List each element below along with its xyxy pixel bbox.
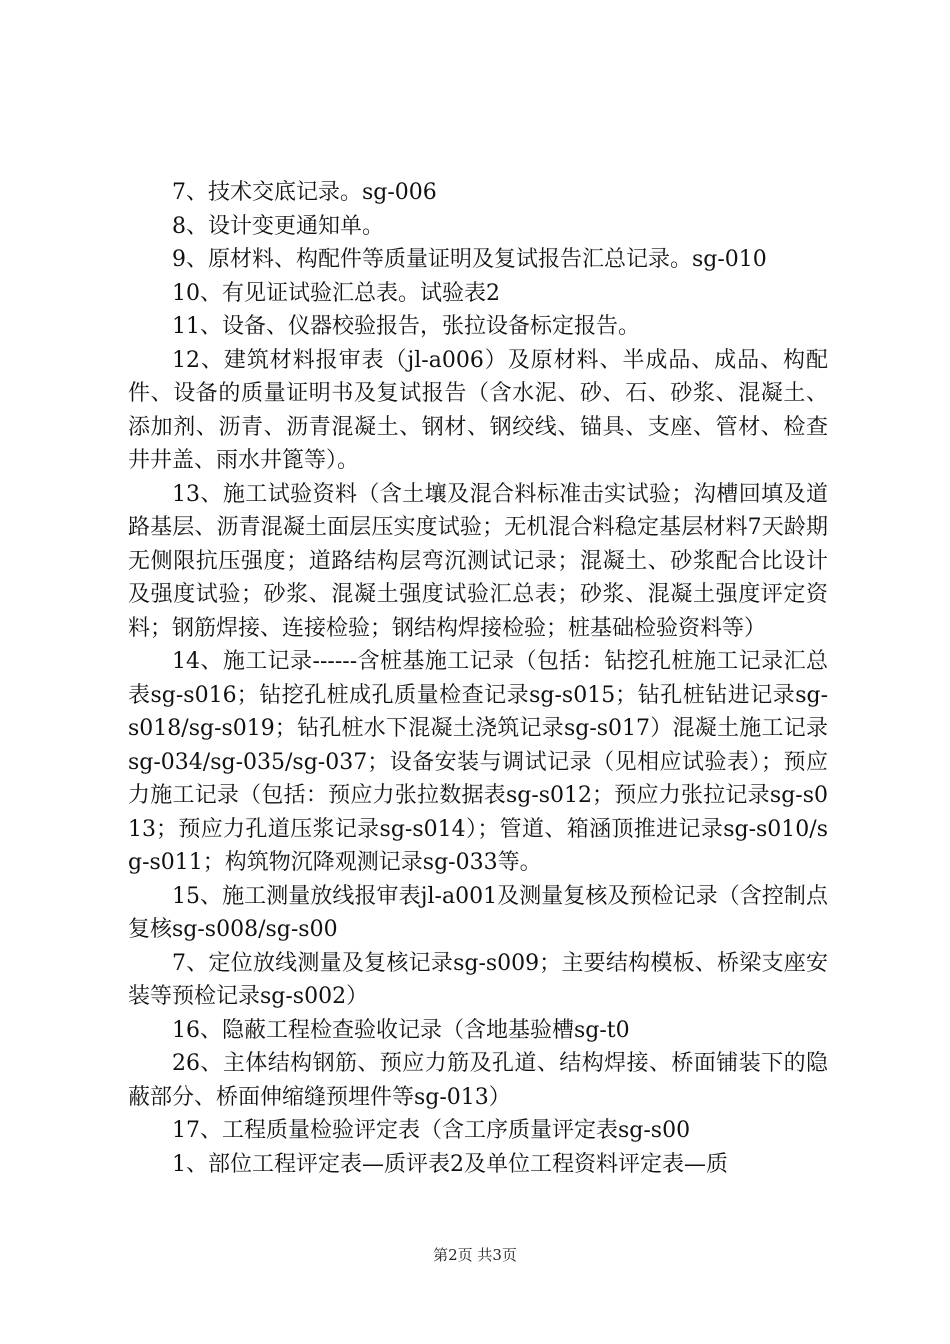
paragraph-17-continued: 1、部位工程评定表—质评表2及单位工程资料评定表—质 [172, 1151, 728, 1177]
page-number-footer: 第2页 共3页 [433, 1246, 517, 1264]
paragraph-16-continued: 26、主体结构钢筋、预应力筋及孔道、结构焊接、桥面铺装下的隐蔽部分、桥面伸缩缝预埋件等sg-013） [128, 1051, 828, 1110]
paragraph-16: 16、隐蔽工程检查验收记录（含地基验槽sg-t0 [172, 1017, 630, 1043]
paragraph-15: 15、施工测量放线报审表jl-a001及测量复核及预检记录（含控制点复核sg-s008/sg-s00 [128, 883, 828, 942]
paragraph-15-continued: 7、定位放线测量及复核记录sg-s009；主要结构模板、桥梁支座安装等预检记录sg-s002） [128, 950, 828, 1009]
paragraph-9: 9、原材料、构配件等质量证明及复试报告汇总记录。sg-010 [172, 247, 767, 272]
paragraph-8: 8、设计变更通知单。 [172, 213, 384, 239]
paragraph-11: 11、设备、仪器校验报告，张拉设备标定报告。 [172, 314, 640, 339]
paragraph-14: 14、施工记录------含桩基施工记录（包括：钻挖孔桩施工记录汇总表sg-s016；钻挖孔桩成孔质量检查记录sg-s015；钻孔桩钻进记录sg-s018/sg-s019；钻孔桩水下混凝土浇筑记录sg-s017）混凝土施工记录sg-034/sg-035/sg-037；设备安装与调试记录（见相应试验表）；预应力施工记录（包括：预应力张拉数据表sg-s012；预应力张拉记录sg-s013；预应力孔道压浆记录sg-s014）；管道、箱涵顶推进记录sg-s010/sg-s011；构筑物沉降观测记录sg-033等。 [128, 649, 828, 875]
paragraph-17: 17、工程质量检验评定表（含工序质量评定表sg-s00 [172, 1118, 691, 1143]
document-body [128, 176, 828, 1181]
paragraph-10: 10、有见证试验汇总表。试验表2 [172, 280, 500, 306]
paragraph-7: 7、技术交底记录。sg-006 [172, 180, 437, 205]
paragraph-13: 13、施工试验资料（含土壤及混合料标准击实试验；沟槽回填及道路基层、沥青混凝土面层压实度试验；无机混合料稳定基层材料7天龄期无侧限抗压强度；道路结构层弯沉测试记录；混凝土、砂浆配合比设计及强度试验；砂浆、混凝土强度试验汇总表；砂浆、混凝土强度评定资料；钢筋焊接、连接检验；钢结构焊接检验；桩基础检验资料等） [128, 481, 828, 641]
paragraph-12: 12、建筑材料报审表（jl-a006）及原材料、半成品、成品、构配件、设备的质量证明书及复试报告（含水泥、砂、石、砂浆、混凝土、添加剂、沥青、沥青混凝土、钢材、钢绞线、锚具、支座、管材、检查井井盖、雨水井篦等）。 [128, 347, 828, 473]
